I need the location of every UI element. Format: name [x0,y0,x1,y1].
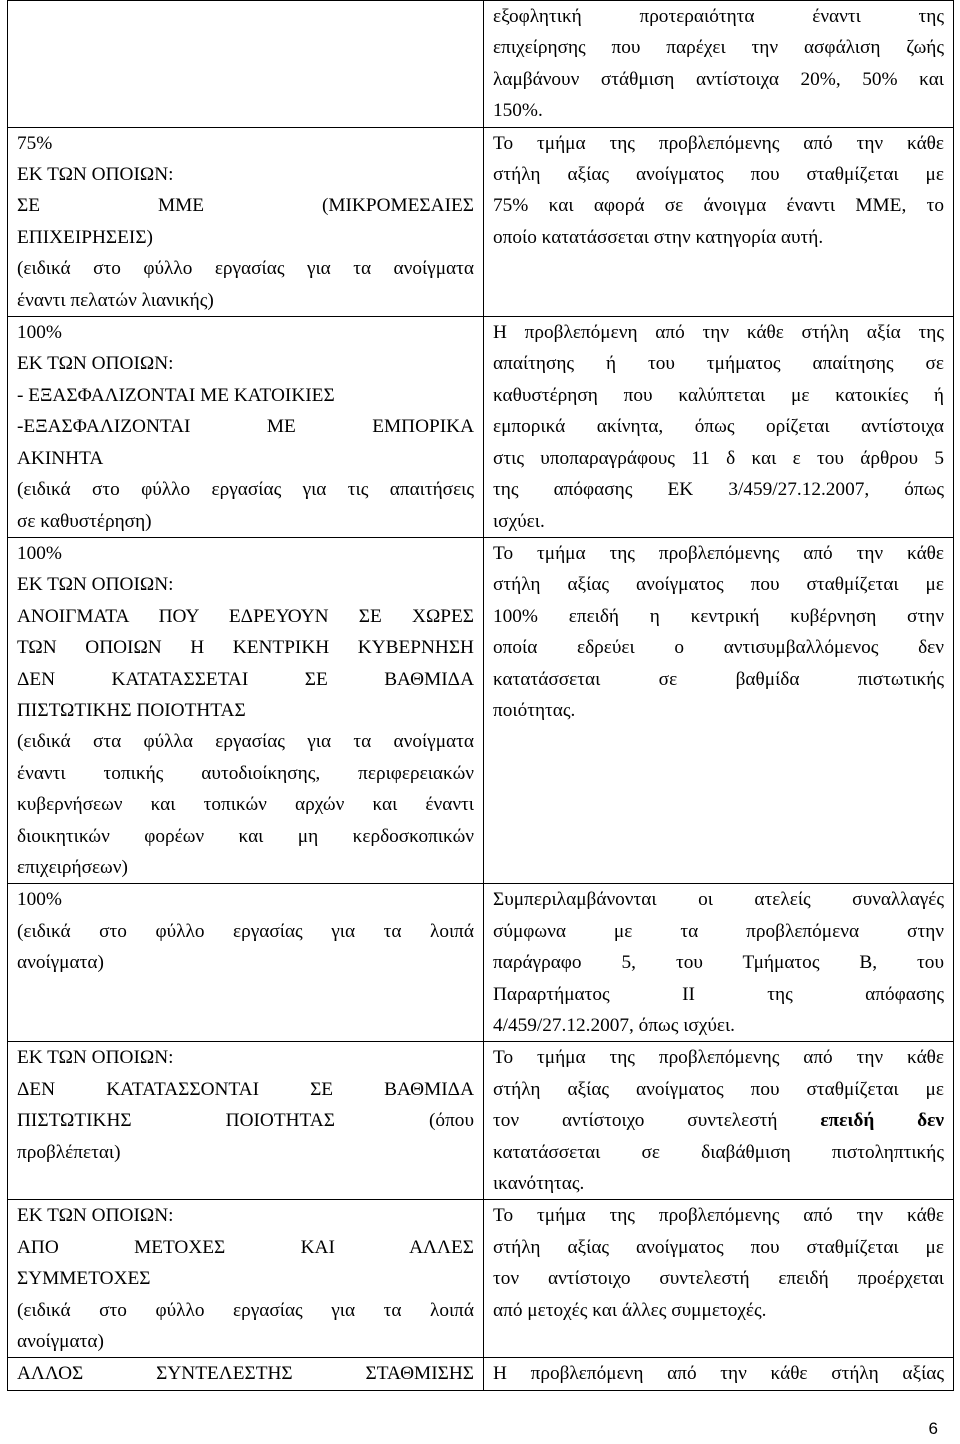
text-line: ΣΥΜΜΕΤΟΧΕΣ [17,1268,151,1290]
left-cell [8,317,484,538]
text-line: λαμβάνουν στάθμιση αντίστοιχα 20%, 50% και [493,68,944,90]
text-line: Το τμήμα της προβλεπόμενης από την κάθε [493,1205,944,1227]
text-line: ΕΚ ΤΩΝ ΟΠΟΙΩΝ: [17,1205,174,1227]
text-line: παράγραφο 5, του Τμήματος Β, του [493,952,944,974]
table-row [8,884,954,1042]
text-line: σε καθυστέρηση) [17,510,152,532]
text-line: από μετοχές και άλλες συμμετοχές. [493,1299,767,1321]
text-line: ΑΝΟΙΓΜΑΤΑ ΠΟΥ ΕΔΡΕΥΟΥΝ ΣΕ ΧΩΡΕΣ [17,605,474,627]
text-line: προβλέπεται) [17,1141,121,1163]
table-row [8,537,954,883]
weight-value: 100% [17,542,62,564]
weighting-table [7,0,954,1391]
right-cell [484,1358,954,1390]
bold-emphasis: επειδή δεν [820,1110,944,1132]
text-line: στήλη αξίας ανοίγματος που σταθμίζεται με [493,574,944,596]
text-line: (ειδικά στο φύλλο εργασίας για τα λοιπά [17,1299,474,1321]
weight-value: 100% [17,322,62,344]
right-cell [484,1,954,128]
left-cell [8,884,484,1042]
text-line: ΣΕ ΜΜΕ (ΜΙΚΡΟΜΕΣΑΙΕΣ [17,195,474,217]
text-line [493,1105,944,1136]
text-line: (ειδικά στα φύλλα εργασίας για τα ανοίγματα [17,731,474,753]
text-line: 4/459/27.12.2007, όπως ισχύει. [493,1015,735,1036]
text-line: καθυστέρηση που καλύπτεται με κατοικίες ή [493,384,944,406]
text-line: εμπορικά ακίνητα, όπως ορίζεται αντίστοιχα [493,416,944,438]
table-row [8,127,954,316]
text-line: (ειδικά στο φύλλο εργασίας για τα λοιπά [17,920,474,942]
left-cell [8,1200,484,1358]
text-line: ΑΛΛΟΣ ΣΥΝΤΕΛΕΣΤΗΣ ΣΤΑΘΜΙΣΗΣ [17,1363,474,1385]
text-line: ΕΚ ΤΩΝ ΟΠΟΙΩΝ: [17,164,174,186]
text-line: ΑΠΟ ΜΕΤΟΧΕΣ ΚΑΙ ΑΛΛΕΣ [17,1236,474,1258]
text-line: ΤΩΝ ΟΠΟΙΩΝ Η ΚΕΝΤΡΙΚΗ ΚΥΒΕΡΝΗΣΗ [17,637,474,659]
text-line: κυβερνήσεων και τοπικών αρχών και έναντι [17,794,474,816]
text-line: ΑΚΙΝΗΤΑ [17,447,104,469]
text-line: ανοίγματα) [17,952,104,974]
text-line: απαίτησης ή του τμήματος απαίτησης σε [493,353,944,375]
text-line: εξοφλητική προτεραιότητα έναντι της [493,6,944,27]
text-line: ανοίγματα) [17,1331,104,1353]
text-line: - ΕΞΑΣΦΑΛΙΖΟΝΤΑΙ ΜΕ ΚΑΤΟΙΚΙΕΣ [17,384,335,406]
right-cell [484,127,954,316]
left-cell [8,1042,484,1200]
right-cell [484,884,954,1042]
text-line: οποίο κατατάσσεται στην κατηγορία αυτή. [493,226,824,248]
text-line: 75% και αφορά σε άνοιγμα έναντι ΜΜΕ, το [493,195,944,217]
text-line: στήλη αξίας ανοίγματος που σταθμίζεται με [493,1236,944,1258]
text-line: στήλη αξίας ανοίγματος που σταθμίζεται με [493,1078,944,1100]
text-line: κατατάσσεται σε βαθμίδα πιστωτικής [493,668,944,690]
table-row [8,1042,954,1200]
text-line: έναντι τοπικής αυτοδιοίκησης, περιφερειακών [17,762,474,784]
text-line: ΕΚ ΤΩΝ ΟΠΟΙΩΝ: [17,1047,174,1069]
text-line: (ειδικά στο φύλλο εργασίας για τις απαιτήσεις [17,479,474,501]
text-line: ΔΕΝ ΚΑΤΑΤΑΣΣΕΤΑΙ ΣΕ ΒΑΘΜΙΔΑ [17,668,474,690]
text-line: (ειδικά στο φύλλο εργασίας για τα ανοίγματα [17,258,474,280]
left-cell [8,537,484,883]
text-line: επιχείρησης που παρέχει την ασφάλιση ζωής [493,37,944,59]
text-line: ΕΚ ΤΩΝ ΟΠΟΙΩΝ: [17,353,174,375]
table-row [8,1200,954,1358]
text-line: ΕΠΙΧΕΙΡΗΣΕΙΣ) [17,226,153,248]
text-line: τον αντίστοιχο συντελεστή επειδή προέρχεται [493,1268,944,1290]
text-line: επιχειρήσεων) [17,856,128,878]
text-line: 100% επειδή η κεντρική κυβέρνηση στην [493,605,944,627]
text-line: Το τμήμα της προβλεπόμενης από την κάθε [493,1047,944,1069]
text-line: ισχύει. [493,510,545,532]
text-line: ικανότητας. [493,1173,585,1195]
right-cell [484,1200,954,1358]
text-line: -ΕΞΑΣΦΑΛΙΖΟΝΤΑΙ ΜΕ ΕΜΠΟΡΙΚΑ [17,416,474,438]
text-line: ΠΙΣΤΩΤΙΚΗΣ ΠΟΙΟΤΗΤΑΣ [17,699,246,721]
right-cell [484,537,954,883]
text-line: της απόφασης ΕΚ 3/459/27.12.2007, όπως [493,479,944,501]
text-line: Παραρτήματος ΙΙ της απόφασης [493,983,944,1005]
text-line: στήλη αξίας ανοίγματος που σταθμίζεται με [493,164,944,186]
right-cell [484,317,954,538]
table-row [8,317,954,538]
text-line: κατατάσσεται σε διαβάθμιση πιστοληπτικής [493,1141,944,1163]
text-fragment: τον αντίστοιχο συντελεστή [493,1110,778,1132]
text-line: ποιότητας. [493,699,576,721]
text-line: ΔΕΝ ΚΑΤΑΤΑΣΣΟΝΤΑΙ ΣΕ ΒΑΘΜΙΔΑ [17,1078,474,1100]
text-line: στις υποπαραγράφους 11 δ και ε του άρθρου 5 [493,447,944,469]
right-cell [484,1042,954,1200]
text-line: Η προβλεπόμενη από την κάθε στήλη αξίας [493,1363,944,1385]
text-line: 150%. [493,100,543,122]
text-line: οποία εδρεύει ο αντισυμβαλλόμενος δεν [493,637,944,659]
left-cell [8,127,484,316]
weight-value: 75% [17,132,53,154]
left-cell [8,1358,484,1390]
text-line: ΠΙΣΤΩΤΙΚΗΣ ΠΟΙΟΤΗΤΑΣ (όπου [17,1110,474,1132]
text-line: ΕΚ ΤΩΝ ΟΠΟΙΩΝ: [17,574,174,596]
text-line: έναντι πελατών λιανικής) [17,289,214,311]
text-line: Η προβλεπόμενη από την κάθε στήλη αξία της [493,322,944,344]
text-line: Το τμήμα της προβλεπόμενης από την κάθε [493,542,944,564]
text-line: σύμφωνα με τα προβλεπόμενα στην [493,920,944,942]
text-line: Το τμήμα της προβλεπόμενης από την κάθε [493,132,944,154]
table-row [8,1358,954,1390]
table-row [8,1,954,128]
weight-value: 100% [17,889,62,911]
text-line: διοικητικών φορέων και μη κερδοσκοπικών [17,825,474,847]
left-cell [8,1,484,128]
text-line: Συμπεριλαμβάνονται οι ατελείς συναλλαγές [493,889,944,911]
page-number: 6 [928,1419,938,1438]
